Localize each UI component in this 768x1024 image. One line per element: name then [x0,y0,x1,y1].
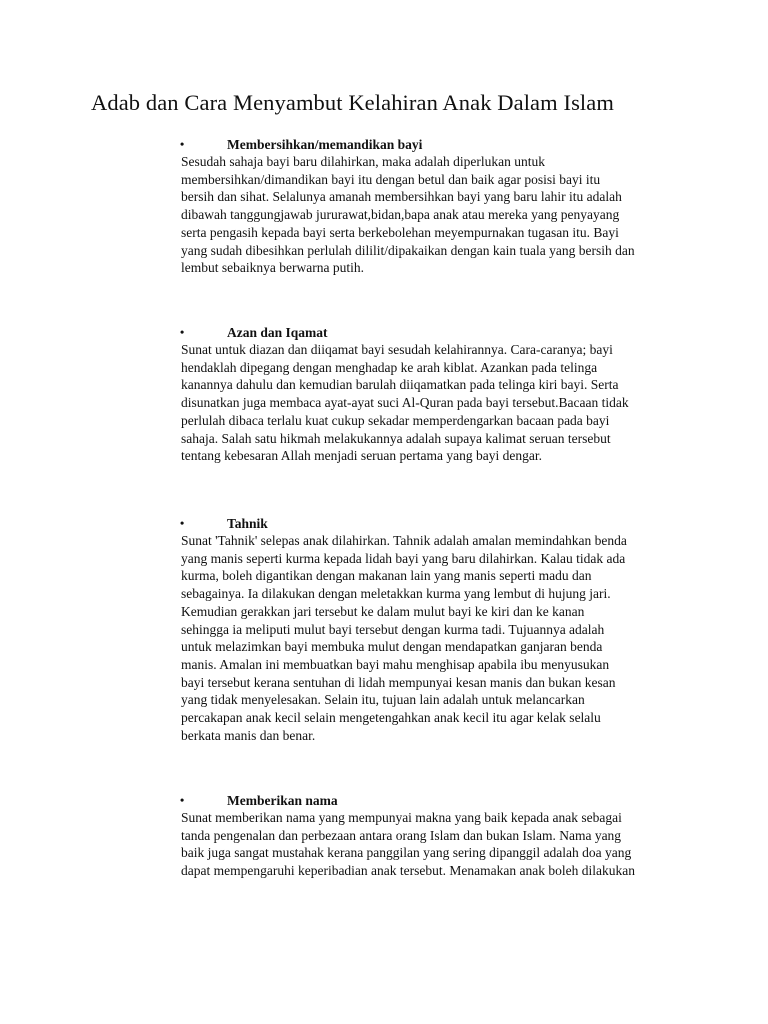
section-memberikan-nama [181,792,701,880]
body-line: Sesudah sahaja bayi baru dilahirkan, maka adalah diperlukan untuk [181,154,546,169]
body-line: sahaja. Salah satu hikmah melakukannya adalah supaya kalimat seruan tersebut [181,430,611,446]
body-line: Sunat memberikan nama yang mempunyai makna yang baik kepada anak sebagai [181,810,622,825]
section-azan-iqamat [181,324,701,465]
body-line: tanda pengenalan dan perbezaan antara orang Islam dan bukan Islam. Nama yang [181,827,622,843]
body-line: manis. Amalan ini membuatkan bayi mahu menghisap apabila ibu menyusukan [181,656,610,672]
bullet-icon: • [180,325,185,339]
body-line: dapat mempengaruhi keperibadian anak tersebut. Menamakan anak boleh dilakukan [181,863,635,879]
bullet-icon: • [180,516,185,530]
section-heading-text: Membersihkan/memandikan bayi [227,137,423,152]
section-heading-text: Tahnik [227,516,268,531]
bullet-icon: • [180,137,185,151]
section-heading-text: Memberikan nama [227,793,338,808]
bullet-icon: • [180,793,185,807]
page-title: Adab dan Cara Menyambut Kelahiran Anak Dalam Islam [91,90,614,115]
section-membersihkan [181,136,701,277]
body-line: untuk melazimkan bayi membuka mulut dengan mendapatkan ganjaran benda [181,639,603,655]
body-line: kanannya dahulu dan kemudian barulah diiqamatkan pada telinga kiri bayi. Serta [181,377,619,393]
body-line: lembut sebaiknya berwarna putih. [181,260,364,276]
body-line: yang tidak menyelesakan. Selain itu, tujuan lain adalah untuk melancarkan [181,692,585,708]
body-line: serta pengasih kepada bayi serta berkebolehan meyempurnakan tugasan itu. Bayi [181,224,619,240]
body-line: sebagainya. Ia dilakukan dengan meletakkan kurma yang lembut di hujung jari. [181,586,611,602]
body-line: membersihkan/dimandikan bayi itu dengan betul dan baik agar posisi bayi itu [181,171,601,187]
section-body [181,809,701,880]
section-heading [181,136,701,153]
body-line: kurma, boleh digantikan dengan makanan lain yang manis seperti madu dan [181,568,592,584]
body-line: hendaklah dipegang dengan menghadap ke arah kiblat. Azankan pada telinga [181,359,598,375]
body-line: Kemudian gerakkan jari tersebut ke dalam mulut bayi ke kiri dan ke kanan [181,603,585,619]
body-line: berkata manis dan benar. [181,727,316,743]
section-tahnik [181,515,701,744]
section-body [181,153,701,277]
section-heading [181,792,701,809]
body-line: dibawah tanggungjawab jururawat,bidan,bapa anak atau mereka yang penyayang [181,207,620,223]
body-line: bayi tersebut kerana sentuhan di lidah mempunyai kesan manis dan bukan kesan [181,674,616,690]
section-heading-text: Azan dan Iqamat [227,325,328,340]
body-line: disunatkan juga membaca ayat-ayat suci Al-Quran pada bayi tersebut.Bacaan tidak [181,395,629,411]
body-line: yang manis seperti kurma kepada lidah bayi yang baru dilahirkan. Kalau tidak ada [181,550,626,566]
body-line: percakapan anak kecil selain mengetengahkan anak kecil itu agar kelak selalu [181,710,601,726]
body-line: tentang kebesaran Allah menjadi seruan pertama yang bayi dengar. [181,448,542,464]
body-line: baik juga sangat mustahak kerana panggilan yang sering dipanggil adalah doa yang [181,845,632,861]
section-heading [181,515,701,532]
body-line: yang sudah dibesihkan perlulah dililit/dipakaikan dengan kain tuala yang bersih dan [181,242,635,258]
body-line: perlulah dibaca terlalu kuat cukup sekadar memperdengarkan bacaan pada bayi [181,412,610,428]
body-line: bersih dan sihat. Selalunya amanah membersihkan bayi yang baru lahir itu adalah [181,189,622,205]
section-body [181,532,701,744]
body-line: Sunat 'Tahnik' selepas anak dilahirkan. Tahnik adalah amalan memindahkan benda [181,533,627,548]
section-heading [181,324,701,341]
section-body [181,341,701,465]
body-line: Sunat untuk diazan dan diiqamat bayi sesudah kelahirannya. Cara-caranya; bayi [181,342,613,357]
body-line: sehingga ia meliputi mulut bayi tersebut dengan kurma tadi. Tujuannya adalah [181,621,605,637]
